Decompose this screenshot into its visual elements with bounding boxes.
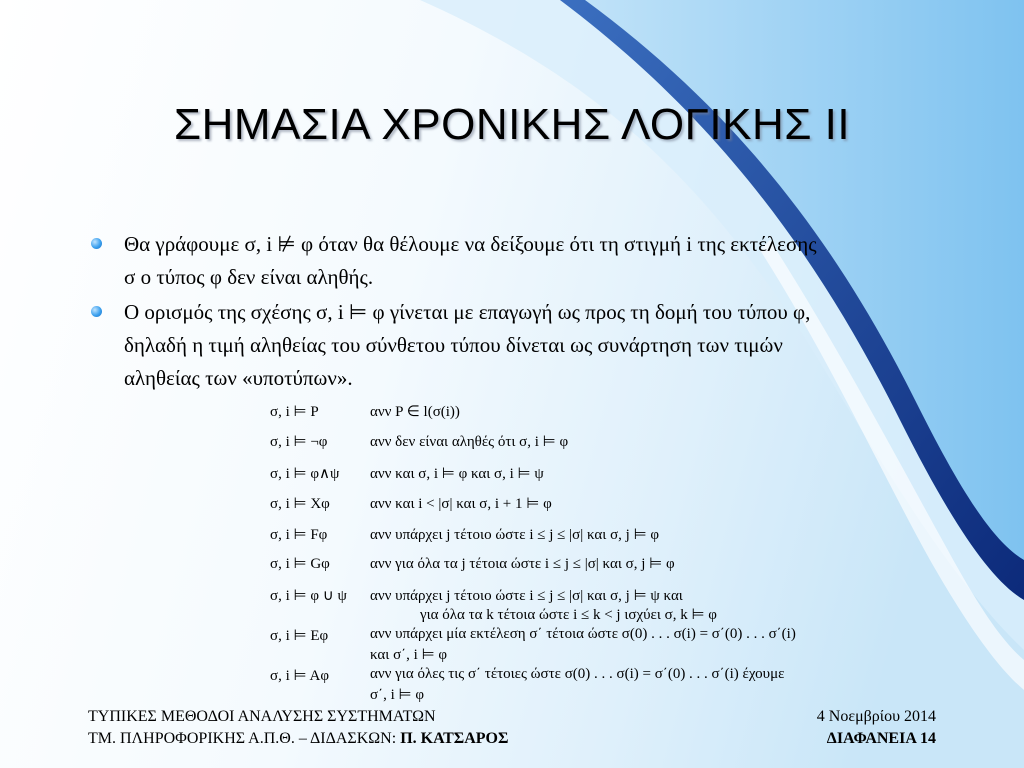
footer-instructor-name: Π. ΚΑΤΣΑΡΟΣ [400, 730, 509, 747]
definition-row [270, 586, 950, 626]
definition-row [270, 666, 950, 706]
definition-meaning: ανν υπάρχει j τέτοιο ώστε i ≤ j ≤ |σ| και σ, j ⊨ ψ και [370, 588, 683, 604]
footer-slide-info [817, 706, 936, 750]
bullet-item [88, 228, 968, 294]
definition-formula: σ, i ⊨ Eφ [270, 628, 329, 644]
definition-row [270, 626, 950, 666]
bullet-list [88, 228, 968, 397]
bullet-icon [91, 238, 102, 249]
definition-formula: σ, i ⊨ P [270, 404, 319, 420]
definition-meaning: ανν υπάρχει μία εκτέλεση σ΄ τέτοια ώστε σ(0) . . . σ(i) = σ΄(0) . . . σ΄(i) [370, 626, 796, 642]
bullet-item [88, 296, 968, 395]
definition-meaning: ανν για όλα τα j τέτοια ώστε i ≤ j ≤ |σ| και σ, j ⊨ φ [370, 556, 675, 572]
footer-slide-number [817, 728, 936, 750]
footer-course-title: ΤΥΠΙΚΕΣ ΜΕΘΟΔΟΙ ΑΝΑΛΥΣΗΣ ΣΥΣΤΗΜΑΤΩΝ [88, 708, 436, 725]
bullet-text: δηλαδή η τιμή αληθείας του σύνθετου τύπου δίνεται ως συνάρτηση των τιμών [124, 333, 783, 357]
definition-meaning: ανν για όλες τις σ΄ τέτοιες ώστε σ(0) . . . σ(i) = σ΄(0) . . . σ΄(i) έχουμε [370, 666, 785, 682]
definition-meaning-continued: σ΄, i ⊨ φ [370, 687, 424, 703]
definition-formula: σ, i ⊨ Gφ [270, 556, 330, 572]
definition-meaning: ανν P ∈ l(σ(i)) [370, 404, 460, 420]
definition-meaning: ανν και σ, i ⊨ φ και σ, i ⊨ ψ [370, 466, 544, 482]
definition-formula: σ, i ⊨ Fφ [270, 527, 328, 543]
definition-meaning: ανν υπάρχει j τέτοιο ώστε i ≤ j ≤ |σ| και σ, j ⊨ φ [370, 527, 660, 543]
bullet-icon [91, 306, 102, 317]
footer-slide-number-text: ΔΙΑΦΑΝΕΙΑ 14 [826, 730, 936, 747]
footer-course-info [88, 706, 508, 750]
definition-formula: σ, i ⊨ ¬φ [270, 434, 328, 450]
bullet-text: σ ο τύπος φ δεν είναι αληθής. [124, 265, 374, 289]
bullet-text: αληθείας των «υποτύπων». [124, 366, 353, 390]
definition-formula: σ, i ⊨ φ∧ψ [270, 466, 340, 482]
definition-meaning-continued: και σ΄, i ⊨ φ [370, 647, 448, 663]
slide-title: ΣΗΜΑΣΙΑ ΧΡΟΝΙΚΗΣ ΛΟΓΙΚΗΣ ΙΙ [173, 100, 851, 149]
definition-formula: σ, i ⊨ φ ∪ ψ [270, 588, 347, 604]
definition-meaning: ανν δεν είναι αληθές ότι σ, i ⊨ φ [370, 434, 569, 450]
definition-meaning: ανν και i < |σ| και σ, i + 1 ⊨ φ [370, 496, 552, 512]
footer-department-label: ΤΜ. ΠΛΗΡΟΦΟΡΙΚΗΣ Α.Π.Θ. – ΔΙΔΑΣΚΩΝ: [88, 730, 401, 747]
footer-department [88, 728, 508, 750]
definition-formula: σ, i ⊨ Aφ [270, 668, 329, 684]
definition-formula: σ, i ⊨ Xφ [270, 496, 330, 512]
bullet-text: Ο ορισμός της σχέσης σ, i ⊨ φ γίνεται με επαγωγή ως προς τη δομή του τύπου φ, [124, 300, 811, 324]
footer-date: 4 Νοεμβρίου 2014 [816, 708, 936, 725]
definition-meaning-continued: για όλα τα k τέτοια ώστε i ≤ k < j ισχύει σ, k ⊨ φ [420, 607, 717, 623]
bullet-text: Θα γράφουμε σ, i ⊭ φ όταν θα θέλουμε να δείξουμε ότι τη στιγμή i της εκτέλεσης [124, 232, 817, 256]
